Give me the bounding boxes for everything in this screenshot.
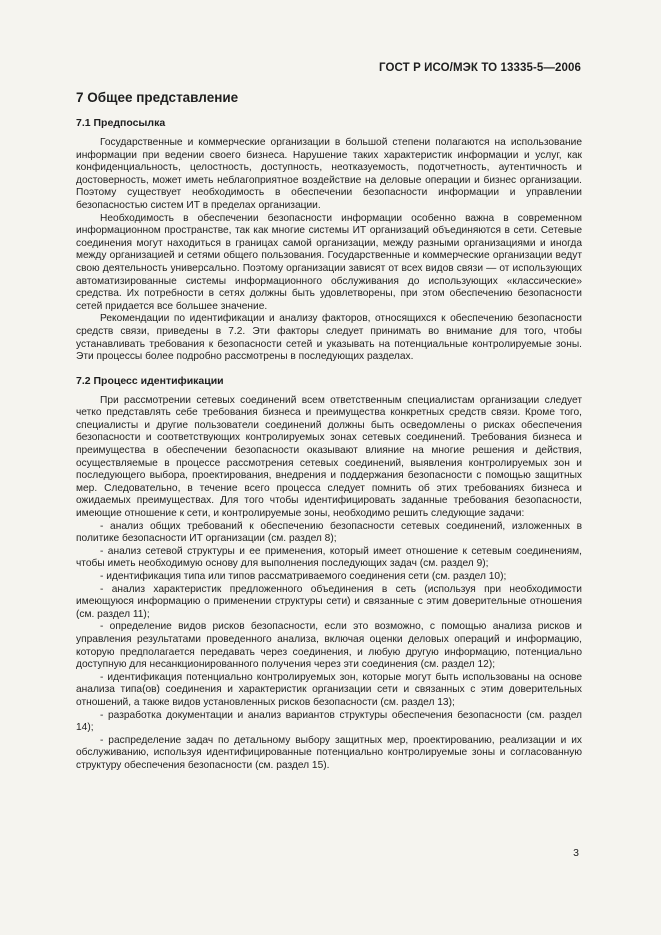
section-7-2	[76, 375, 582, 773]
task-list	[76, 521, 582, 773]
list-item: - распределение задач по детальному выбору защитных мер, проектированию, реализации и их обслуживанию, используя идентифицированные потенциально контролируемые зоны и согласованную структуру обеспечения безопасности (см. раздел 15).	[76, 734, 582, 771]
list-item: - анализ общих требований к обеспечению безопасности сетевых соединений, изложенных в политике безопасности ИТ организации (см. раздел 8);	[76, 520, 582, 545]
page-number: 3	[573, 847, 579, 859]
list-item: - анализ характеристик предложенного объединения в сеть (используя при необходимости имеющуюся информацию о применении структуры сети) и связанные с этим доверительные отношения (см. раздел 11);	[76, 583, 582, 620]
document-code-header: ГОСТ Р ИСО/МЭК ТО 13335-5—2006	[379, 62, 581, 74]
list-item: - разработка документации и анализ вариантов структуры обеспечения безопасности (см. раздел 14);	[76, 709, 582, 734]
section-7-1	[76, 117, 582, 364]
section-7-2-title: 7.2 Процесс идентификации	[76, 374, 224, 387]
paragraph: Необходимость в обеспечении безопасности информации особенно важна в современном информационном пространстве, так как многие системы ИТ организаций объединяются в сети. Сетевые соединения могут находиться в границах самой организации, между разными организациями и иногда между организацией и сетями общего пользования. Государственные и коммерческие организации ведут свою деятельность универсально. Поэтому организации зависят от всех видов связи — от использующих автоматизированные системы информационного обслуживания до использующих «классические» средства. Их потребности в сетях должны быть удовлетворены, при этом обеспечению безопасности сетей придается все большее значение.	[76, 212, 582, 312]
list-item: - идентификация потенциально контролируемых зон, которые могут быть использованы на основе анализа типа(ов) соединения и характеристик организации сети и связанных с этим доверительных отношений, а также видов установленных рисков безопасности (см. раздел 13);	[76, 671, 582, 708]
list-item: - анализ сетевой структуры и ее применения, который имеет отношение к сетевым соединениям, чтобы иметь необходимую основу для выполнения последующих задач (см. раздел 9);	[76, 545, 582, 570]
section-7-1-title: 7.1 Предпосылка	[76, 117, 166, 129]
paragraph: При рассмотрении сетевых соединений всем ответственным специалистам организации следует четко представлять себе требования бизнеса и преимущества конкретных средств связи. Кроме того, специалисты и другие пользователи соединений должны быть осведомлены о рисках обеспечения безопасности и соответствующих контролируемых зонах сетевых соединений. Требования бизнеса и преимущества в обеспечении безопасности оказывают влияние на многие решения и действия, осуществляемые в процессе рассмотрения сетевых соединений, выявления контролируемых зон и последующего выбора, проектирования, внедрения и поддержания безопасности с помощью защитных мер. Следовательно, в течение всего процесса следует помнить об этих требованиях бизнеса и ожидаемых преимуществах. Для того чтобы идентифицировать заданные требования безопасности, имеющие отношение к сети, и контролируемые зоны, необходимо решить следующие задачи:	[76, 394, 582, 520]
list-item: - идентификация типа или типов рассматриваемого соединения сети (см. раздел 10);	[100, 571, 507, 582]
paragraph: Государственные и коммерческие организации в большой степени полагаются на использование информации при ведении своего бизнеса. Нарушение таких характеристик информации и услуг, как конфиденциальность, целостность, доступность, неотказуемость, подотчетность, аутентичность и достоверность, может иметь неблагоприятное воздействие на деловые операции и бизнес организации. Поэтому существует необходимость в обеспечении безопасности информации и управлении безопасностью систем ИТ в пределах организации.	[76, 137, 582, 211]
page-content	[76, 90, 582, 784]
paragraph: Рекомендации по идентификации и анализу факторов, относящихся к обеспечению безопасности средств связи, приведены в 7.2. Эти факторы следует принимать во внимание для того, чтобы устанавливать требования к безопасности сетей и указывать на потенциальные контролируемые зоны. Эти процессы более подробно рассмотрены в последующих разделах.	[76, 313, 582, 363]
chapter-title: 7 Общее представление	[76, 90, 239, 105]
list-item: - определение видов рисков безопасности, если это возможно, с помощью анализа рисков и управления результатами проведенного анализа, включая оценки деловых операций и информацию, которую предполагается передавать через соединения, и любую другую информацию, потенциально доступную для несанкционированного получения через эти соединения (см. раздел 12);	[76, 621, 582, 671]
